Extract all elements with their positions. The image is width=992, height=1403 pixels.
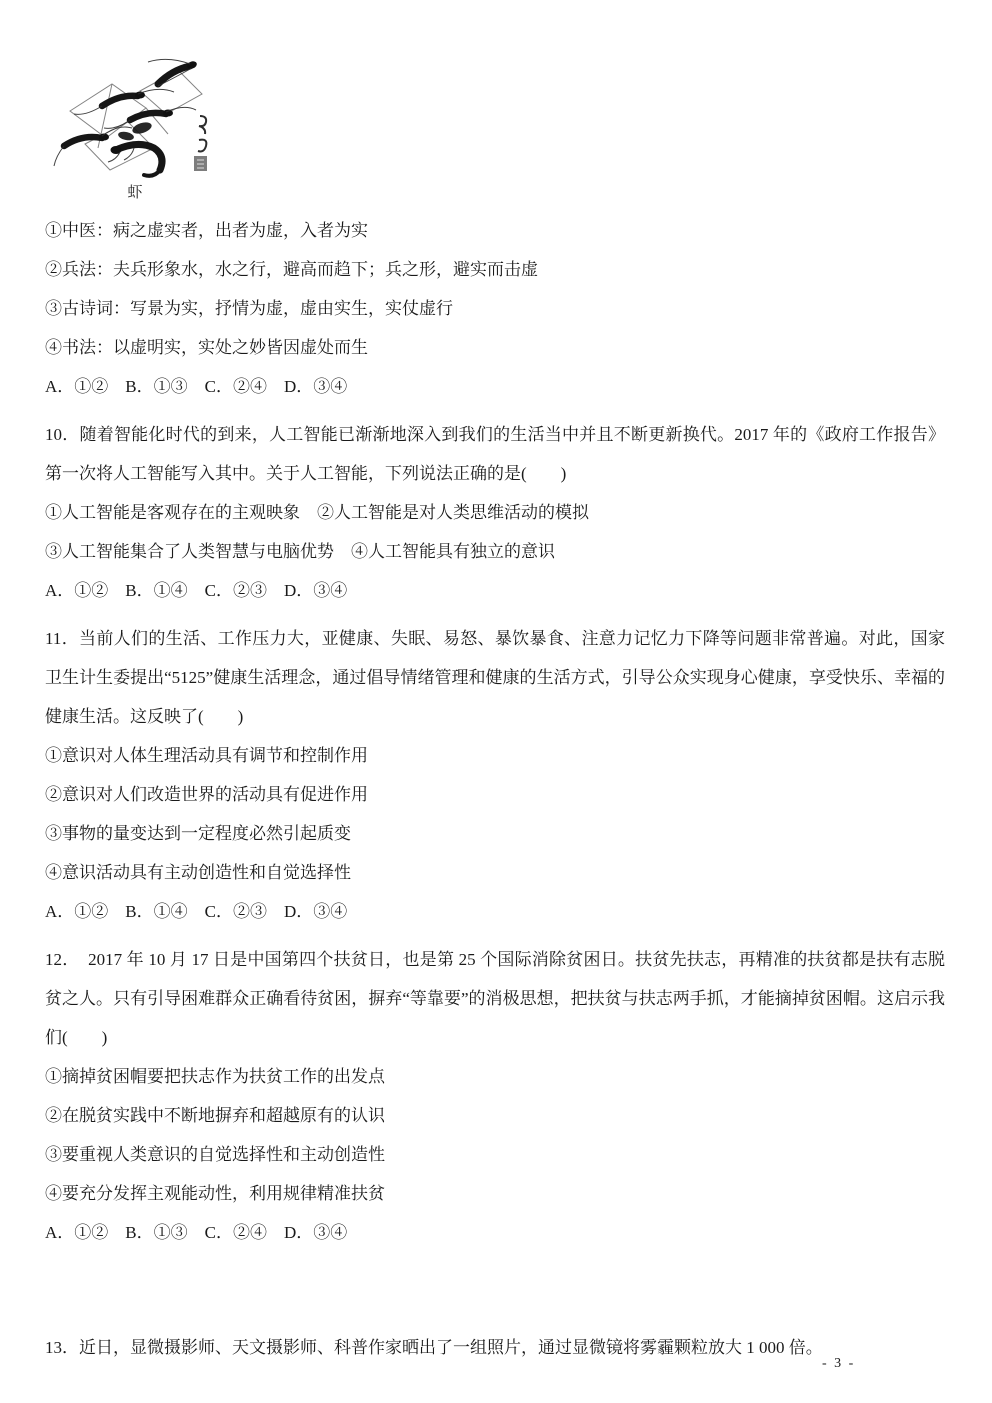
shrimp-painting-graphic	[50, 56, 220, 181]
artist-signature	[198, 116, 206, 151]
question-stem: 11．当前人们的生活、工作压力大，亚健康、失眠、易怒、暴饮暴食、注意力记忆力下降等问题非常普遍。对此，国家卫生计生委提出“5125”健康生活理念，通过倡导情绪管理和健康的生活方式，引导公众实现身心健康，享受快乐、幸福的健康生活。这反映了( )	[45, 629, 945, 726]
answer-choices-row: A．①② B．①④ C．②③ D．③④	[45, 581, 348, 600]
option-line: ④意识活动具有主动创造性和自觉选择性	[45, 863, 351, 882]
question-13-block	[45, 1328, 945, 1367]
option-line: ②意识对人们改造世界的活动具有促进作用	[45, 785, 368, 804]
question-12-block	[45, 940, 945, 1252]
option-line: ②兵法：夫兵形象水，水之行，避高而趋下；兵之形，避实而击虚	[45, 260, 538, 279]
page-number: - 3 -	[822, 1356, 856, 1371]
option-line: ①人工智能是客观存在的主观映象 ②人工智能是对人类思维活动的模拟	[45, 503, 589, 522]
question-10-block	[45, 415, 945, 610]
option-line: ④书法：以虚明实，实处之妙皆因虚处而生	[45, 338, 368, 357]
question-11-block	[45, 619, 945, 931]
question-stem: 12． 2017 年 10 月 17 日是中国第四个扶贫日，也是第 25 个国际消除贫困日。扶贫先扶志，再精准的扶贫都是扶有志脱贫之人。只有引导困难群众正确看待贫困，摒弃“等靠要”的消极思想，把扶贫与扶志两手抓，才能摘掉贫困帽。这启示我们( )	[45, 950, 945, 1047]
option-line: ①摘掉贫困帽要把扶志作为扶贫工作的出发点	[45, 1067, 385, 1086]
figure-caption: 虾	[127, 185, 143, 201]
answer-choices-row: A．①② B．①④ C．②③ D．③④	[45, 902, 348, 921]
question-stem: 13．近日，显微摄影师、天文摄影师、科普作家晒出了一组照片，通过显微镜将雾霾颗粒放大 1 000 倍。	[45, 1338, 823, 1357]
option-line: ③事物的量变达到一定程度必然引起质变	[45, 824, 351, 843]
question-stem: 10．随着智能化时代的到来，人工智能已渐渐地深入到我们的生活当中并且不断更新换代。2017 年的《政府工作报告》第一次将人工智能写入其中。关于人工智能，下列说法正确的是( )	[45, 425, 945, 483]
option-line: ④要充分发挥主观能动性，利用规律精准扶贫	[45, 1184, 385, 1203]
option-line: ③要重视人类意识的自觉选择性和主动创造性	[45, 1145, 385, 1164]
answer-choices-row: A．①② B．①③ C．②④ D．③④	[45, 1223, 348, 1242]
artist-seal	[194, 156, 207, 171]
option-line: ①意识对人体生理活动具有调节和控制作用	[45, 746, 368, 765]
shrimp-ink-painting	[50, 56, 220, 205]
option-line: ②在脱贫实践中不断地摒弃和超越原有的认识	[45, 1106, 385, 1125]
option-line: ③人工智能集合了人类智慧与电脑优势 ④人工智能具有独立的意识	[45, 542, 555, 561]
option-line: ①中医：病之虚实者，出者为虚，入者为实	[45, 221, 368, 240]
option-line: ③古诗词：写景为实，抒情为虚，虚由实生，实仗虚行	[45, 299, 453, 318]
answer-choices-row: A．①② B．①③ C．②④ D．③④	[45, 377, 348, 396]
question-9-options-block	[45, 211, 945, 406]
